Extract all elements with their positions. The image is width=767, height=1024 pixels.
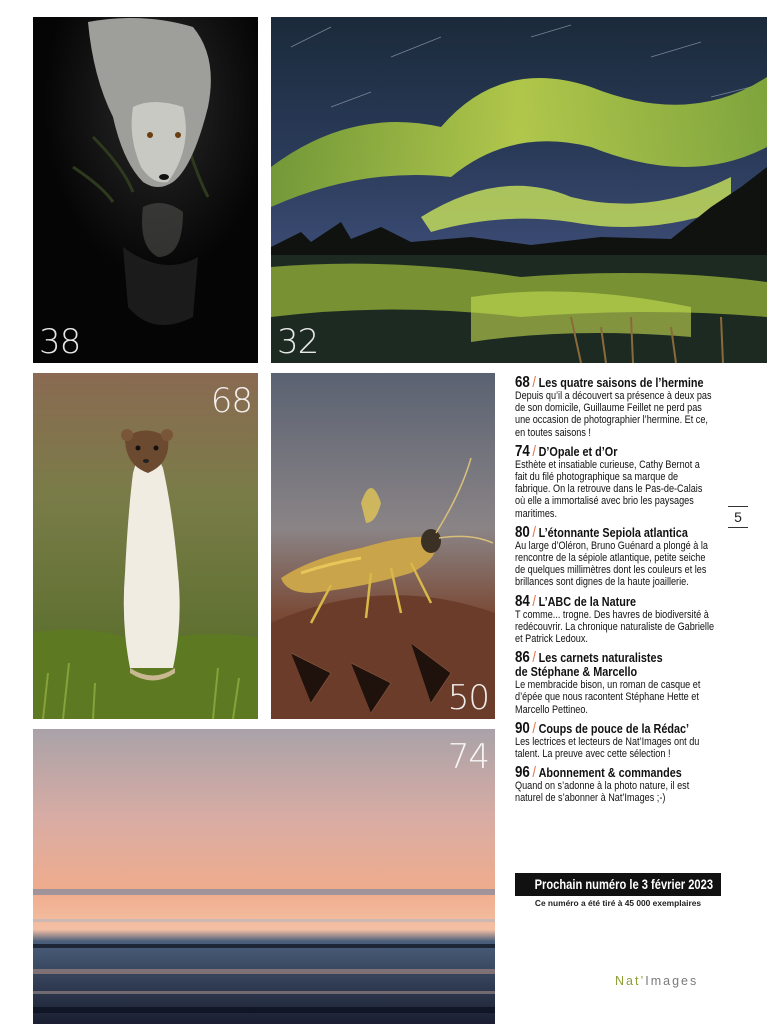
toc-slash: /	[532, 764, 537, 782]
next-issue-text: Prochain numéro le 3 février 2023	[534, 877, 714, 892]
toc-title: L’étonnante Sepiola atlantica	[538, 525, 688, 540]
toc-description: Esthète et insatiable curieuse, Cathy Bernot a fait du filé photographique sa marque de fabrique. On la retrouve dans le Pas-de-Calais où elle a immortalisé avec brio les paysages maritimes.	[515, 458, 703, 520]
toc-slash: /	[532, 442, 537, 460]
toc-page-number: 80	[515, 523, 530, 541]
toc-page-number: 74	[515, 442, 530, 460]
toc-description: Quand on s’adonne à la photo nature, il est naturel de s’abonner à Nat’Images ;-)	[515, 780, 690, 805]
toc-description: Les lectrices et lecteurs de Nat’Images ont du talent. La preuve avec cette sélection !	[515, 735, 700, 761]
toc-title-line2: de Stéphane & Marcello	[515, 665, 638, 680]
page-ref-fox: 38	[39, 322, 81, 362]
toc-description: Le membracide bison, un roman de casque et d’épée que nous racontent Stéphane Hette et Marcello Pettineo.	[515, 679, 701, 716]
table-of-contents	[515, 376, 723, 811]
brand-part2: Images	[645, 974, 699, 988]
page-ref-ermine: 68	[210, 381, 252, 421]
photo-insect	[271, 373, 495, 719]
next-issue-banner	[515, 873, 721, 896]
toc-page-number: 96	[515, 764, 530, 782]
page-ref-insect: 50	[447, 678, 489, 718]
toc-entry[interactable]	[515, 523, 723, 589]
toc-slash: /	[532, 523, 537, 541]
photo-sunset	[33, 729, 495, 1024]
toc-page-number: 86	[515, 649, 530, 667]
toc-page-number: 90	[515, 719, 530, 737]
toc-entry[interactable]	[515, 592, 723, 646]
toc-title: D’Opale et d’Or	[538, 444, 618, 459]
toc-slash: /	[532, 719, 537, 737]
toc-slash: /	[532, 374, 537, 391]
sunset-image	[33, 729, 495, 1024]
toc-title: Abonnement & commandes	[538, 766, 682, 781]
toc-entry[interactable]	[515, 376, 723, 439]
toc-slash: /	[532, 649, 537, 667]
toc-title: Les carnets naturalistes	[538, 651, 663, 666]
fox-image	[33, 17, 258, 363]
toc-entry[interactable]	[515, 651, 723, 716]
toc-description: Au large d’Oléron, Bruno Guénard a plongé à la rencontre de la sépiole atlantique, petite seiche de quelques millimètres dont les couleurs et les brillances sont dignes de la haute joaillerie.	[515, 539, 708, 589]
ermine-image	[33, 373, 258, 719]
photo-ermine	[33, 373, 258, 719]
toc-page-number: 68	[515, 374, 530, 391]
toc-entry[interactable]	[515, 719, 723, 761]
brand-part1: Nat’	[615, 974, 646, 988]
toc-title: Les quatre saisons de l’hermine	[538, 376, 704, 390]
toc-title: L’ABC de la Nature	[538, 594, 637, 609]
folio-page-number: 5	[728, 506, 748, 528]
toc-page-number: 84	[515, 592, 530, 610]
insect-image	[271, 373, 495, 719]
toc-entry[interactable]	[515, 442, 723, 520]
toc-entry[interactable]	[515, 766, 723, 804]
photo-aurora	[271, 17, 767, 363]
aurora-image	[271, 17, 767, 363]
page-ref-sunset: 74	[447, 737, 489, 777]
toc-description: Depuis qu’il a découvert sa présence à deux pas de son domicile, Guillaume Feillet ne perd pas une occasion de photographier l’hermine. Et ce, en toutes saisons !	[515, 390, 712, 439]
brand-footer	[615, 974, 698, 988]
toc-description: T comme... trogne. Des havres de biodiversité à redécouvrir. La chronique naturaliste de Gabrielle et Patrick Ledoux.	[515, 608, 715, 646]
toc-title: Coups de pouce de la Rédac’	[538, 721, 690, 736]
photo-fox	[33, 17, 258, 363]
print-run-note: Ce numéro a été tiré à 45 000 exemplaires	[534, 898, 702, 908]
toc-slash: /	[532, 592, 537, 610]
page-ref-aurora: 32	[277, 322, 319, 362]
